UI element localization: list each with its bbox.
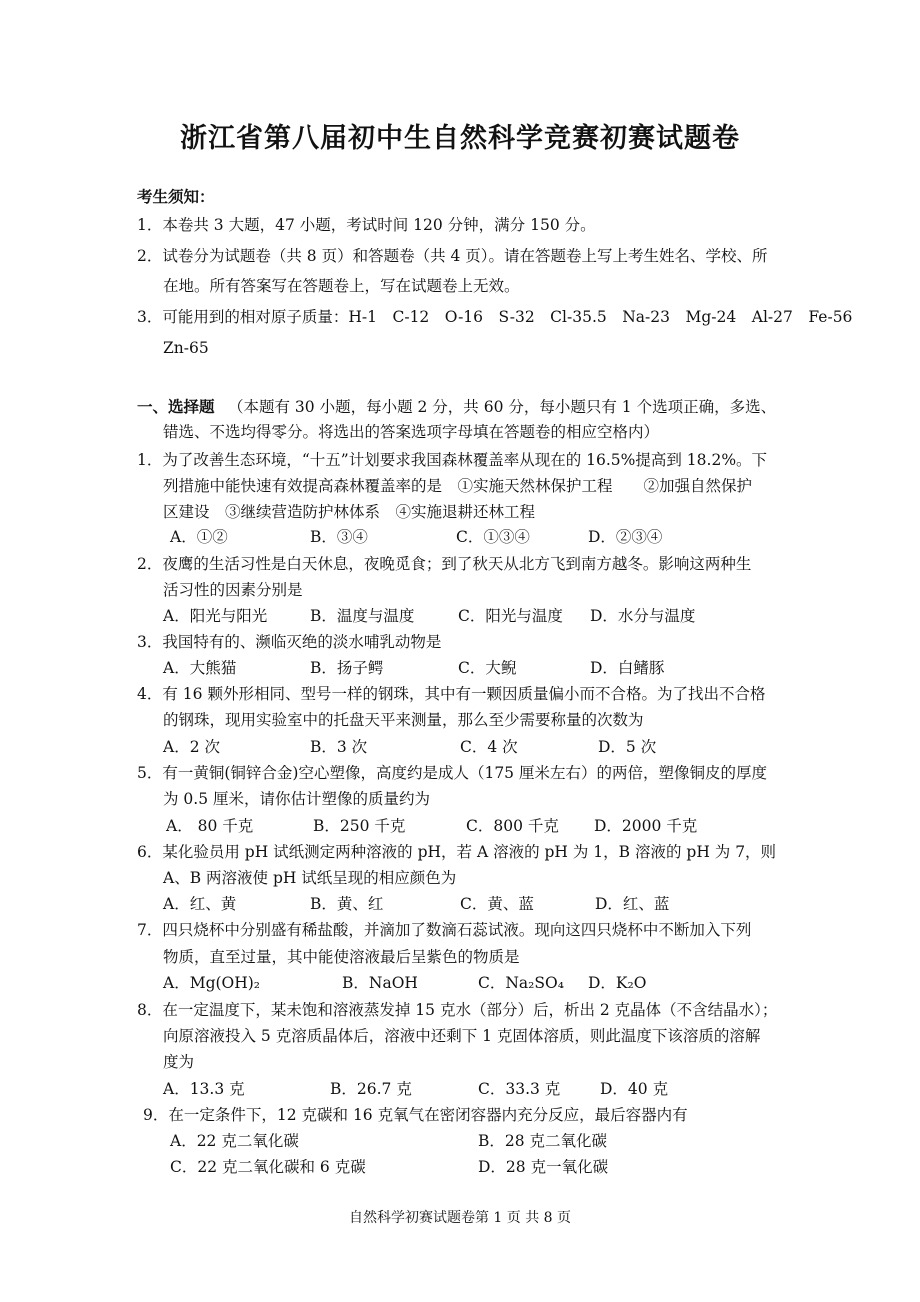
answer-option: A． 80 千克 bbox=[166, 817, 254, 835]
answer-option: D．白鳍豚 bbox=[590, 659, 665, 677]
question-stem: 4．有 16 颗外形相同、型号一样的钢珠，其中有一颗因质量偏小而不合格。为了找出不合格 bbox=[137, 685, 766, 703]
question-stem: 9．在一定条件下，12 克碳和 16 克氧气在密闭容器内充分反应，最后容器内有 bbox=[143, 1106, 688, 1124]
question-stem: A、B 两溶液使 pH 试纸呈现的相应颜色为 bbox=[163, 869, 457, 887]
question-stem: 活习性的因素分别是 bbox=[163, 581, 303, 599]
question-stem: 区建设 ③继续营造防护林体系 ④实施退耕还林工程 bbox=[163, 503, 536, 521]
answer-option: D．K₂O bbox=[588, 974, 647, 992]
page-title: 浙江省第八届初中生自然科学竞赛初赛试题卷 bbox=[180, 123, 740, 154]
question-stem: 物质，直至过量，其中能使溶液最后呈紫色的物质是 bbox=[163, 948, 520, 966]
answer-option: B．250 千克 bbox=[313, 817, 406, 835]
question-stem: 7．四只烧杯中分别盛有稀盐酸，并滴加了数滴石蕊试液。现向这四只烧杯中不断加入下列 bbox=[137, 921, 752, 939]
answer-option: A．Mg(OH)₂ bbox=[163, 974, 261, 992]
answer-option: B．扬子鳄 bbox=[310, 659, 384, 677]
question-stem: 列措施中能快速有效提高森林覆盖率的是 ①实施天然林保护工程 ②加强自然保护 bbox=[163, 477, 753, 495]
answer-option: C．Na₂SO₄ bbox=[478, 974, 564, 992]
page-footer: 自然科学初赛试题卷第 1 页 共 8 页 bbox=[348, 1210, 572, 1226]
answer-option: C．800 千克 bbox=[466, 817, 559, 835]
answer-option: C．4 次 bbox=[460, 738, 518, 756]
answer-option: D．水分与温度 bbox=[590, 607, 696, 625]
answer-option: B．3 次 bbox=[310, 738, 368, 756]
answer-option: A．2 次 bbox=[163, 738, 220, 756]
question-stem: 1．为了改善生态环境，“十五”计划要求我国森林覆盖率从现在的 16.5%提高到 18.2%。下 bbox=[137, 451, 768, 469]
answer-option: C．①③④ bbox=[456, 528, 530, 546]
answer-option: A．红、黄 bbox=[163, 895, 237, 913]
answer-option: C．黄、蓝 bbox=[460, 895, 534, 913]
notice-line: Zn-65 bbox=[163, 339, 209, 357]
question-stem: 为 0.5 厘米，请你估计塑像的质量约为 bbox=[163, 790, 431, 808]
answer-option: C．大鲵 bbox=[458, 659, 517, 677]
answer-option: C．33.3 克 bbox=[478, 1080, 561, 1098]
answer-option: C．22 克二氧化碳和 6 克碳 bbox=[170, 1158, 366, 1176]
notice-line: 在地。所有答案写在答题卷上，写在试题卷上无效。 bbox=[163, 277, 520, 295]
notice-line: 2．试卷分为试题卷（共 8 页）和答题卷（共 4 页）。请在答题卷上写上考生姓名、学校、所 bbox=[137, 247, 768, 265]
section-description: 错选、不选均得零分。将选出的答案选项字母填在答题卷的相应空格内） bbox=[163, 423, 660, 441]
answer-option: D．红、蓝 bbox=[595, 895, 670, 913]
notice-line: 1．本卷共 3 大题，47 小题，考试时间 120 分钟，满分 150 分。 bbox=[137, 216, 596, 234]
answer-option: D．40 克 bbox=[600, 1080, 669, 1098]
answer-option: C．阳光与温度 bbox=[458, 607, 563, 625]
answer-option: A．22 克二氧化碳 bbox=[170, 1132, 299, 1150]
question-stem: 8．在一定温度下，某未饱和溶液蒸发掉 15 克水（部分）后，析出 2 克晶体（不含结晶水）； bbox=[137, 1001, 778, 1019]
answer-option: D．②③④ bbox=[588, 528, 663, 546]
answer-option: D．2000 千克 bbox=[594, 817, 698, 835]
notice-line: 3．可能用到的相对原子质量：H-1 C-12 O-16 S-32 Cl-35.5 Na-23 Mg-24 Al-27 Fe-56 bbox=[137, 308, 853, 326]
answer-option: A．阳光与阳光 bbox=[163, 607, 268, 625]
answer-option: B．温度与温度 bbox=[310, 607, 415, 625]
question-stem: 度为 bbox=[163, 1053, 195, 1071]
answer-option: B．③④ bbox=[310, 528, 368, 546]
notice-heading: 考生须知： bbox=[137, 188, 215, 206]
question-stem: 向原溶液投入 5 克溶质晶体后，溶液中还剩下 1 克固体溶质，则此温度下该溶质的溶解 bbox=[163, 1027, 761, 1045]
answer-option: D．28 克一氧化碳 bbox=[478, 1158, 609, 1176]
section-heading: 一、选择题 bbox=[137, 398, 215, 416]
answer-option: B．黄、红 bbox=[310, 895, 384, 913]
answer-option: B．NaOH bbox=[342, 974, 418, 992]
answer-option: B．28 克二氧化碳 bbox=[478, 1132, 608, 1150]
answer-option: A．①② bbox=[170, 528, 228, 546]
question-stem: 的钢珠，现用实验室中的托盘天平来测量，那么至少需要称量的次数为 bbox=[163, 711, 644, 729]
question-stem: 2．夜鹰的生活习性是白天休息，夜晚觅食；到了秋天从北方飞到南方越冬。影响这两种生 bbox=[137, 555, 752, 573]
question-stem: 5．有一黄铜(铜锌合金)空心塑像，高度约是成人（175 厘米左右）的两倍，塑像铜皮的厚度 bbox=[137, 764, 767, 782]
section-description: （本题有 30 小题，每小题 2 分，共 60 分，每小题只有 1 个选项正确，多选、 bbox=[228, 398, 777, 416]
answer-option: D．5 次 bbox=[598, 738, 657, 756]
answer-option: A．13.3 克 bbox=[163, 1080, 245, 1098]
question-stem: 6．某化验员用 pH 试纸测定两种溶液的 pH，若 A 溶液的 pH 为 1，B 溶液的 pH 为 7，则 bbox=[137, 843, 777, 861]
answer-option: A．大熊猫 bbox=[163, 659, 237, 677]
question-stem: 3．我国特有的、濒临灭绝的淡水哺乳动物是 bbox=[137, 633, 442, 651]
answer-option: B．26.7 克 bbox=[330, 1080, 412, 1098]
